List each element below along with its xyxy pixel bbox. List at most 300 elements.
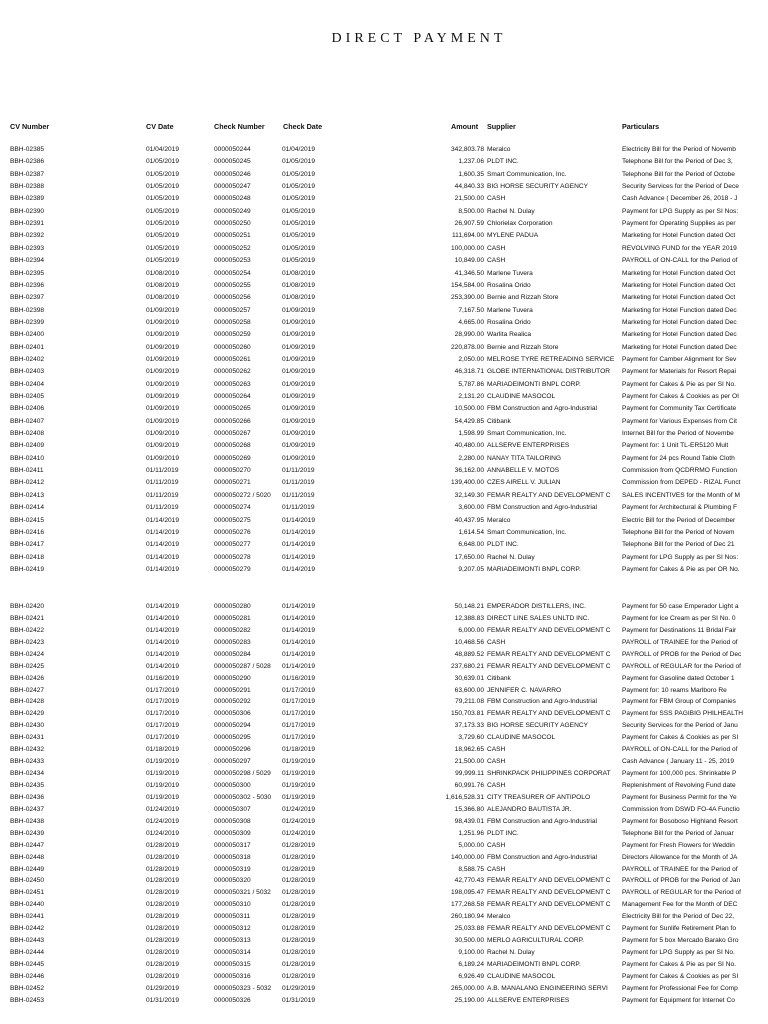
cell-particulars: Replenishment of Revolving Fund date (622, 782, 736, 789)
cell-check-number: 0000050307 (214, 805, 251, 813)
table-row (0, 220, 768, 232)
cell-check-number: 0000050261 (214, 355, 251, 363)
cell-check-date: 01/17/2019 (282, 710, 316, 718)
cell-supplier: PLDT INC. (487, 829, 519, 837)
cell-cv-number: BBH-02410 (10, 454, 45, 462)
table-row (0, 997, 768, 1009)
cell-supplier: BIG HORSE SECURITY AGENCY (487, 183, 589, 191)
cell-check-number: 0000050297 (214, 758, 251, 766)
table-row (0, 794, 768, 806)
cell-amount: 3,729.60 (458, 734, 484, 742)
cell-cv-number: BBH-02418 (10, 553, 45, 561)
cell-supplier: MERLO AGRICULTURAL CORP. (487, 937, 584, 944)
cell-particulars: Payment for Professional Fee for Comp (622, 984, 738, 992)
cell-amount: 6,648.00 (458, 541, 484, 549)
cell-amount: 79,211.08 (455, 698, 484, 706)
cell-amount: 1,616,528.31 (445, 793, 484, 801)
cell-check-date: 01/05/2019 (282, 257, 316, 265)
table-row (0, 758, 768, 770)
table-row (0, 282, 768, 294)
cell-particulars: Telephone Bill for the Period of Octobe (622, 170, 735, 178)
cell-check-number: 0000050276 (214, 528, 251, 536)
cell-cv-number: BBH-02404 (10, 380, 45, 388)
cell-supplier: Bernie and Rizzah Store (487, 343, 559, 351)
cell-check-number: 0000050271 (214, 479, 251, 487)
cell-amount: 253,390.00 (450, 294, 484, 302)
cell-supplier: FBM Construction and Agro-Industrial (487, 405, 597, 413)
cell-amount: 260,180.94 (450, 913, 484, 921)
table-row (0, 146, 768, 158)
cell-cv-number: BBH-02444 (10, 949, 45, 956)
cell-cv-number: BBH-02408 (10, 430, 45, 438)
table-row (0, 663, 768, 675)
cell-cv-date: 01/05/2019 (146, 220, 180, 228)
cell-check-date: 01/19/2019 (282, 758, 316, 766)
cell-amount: 1,614.54 (458, 528, 484, 536)
cell-check-number: 0000050247 (214, 183, 251, 191)
cell-amount: 1,237.06 (458, 158, 484, 166)
cell-cv-number: BBH-02407 (10, 417, 45, 425)
cell-amount: 1,600.35 (458, 170, 484, 178)
cell-cv-number: BBH-02395 (10, 269, 45, 277)
cell-check-date: 01/09/2019 (282, 442, 316, 450)
cell-check-number: 0000050252 (214, 244, 251, 252)
cell-cv-date: 01/17/2019 (146, 734, 180, 742)
table-row (0, 675, 768, 687)
cell-particulars: Payment for LPG Supply as per SI Nos: (622, 553, 739, 561)
cell-check-date: 01/14/2019 (282, 603, 316, 610)
cell-cv-number: BBH-02437 (10, 805, 45, 813)
cell-check-date: 01/28/2019 (282, 841, 316, 849)
cell-particulars: Payment for SSS PAGIBIG PHILHEALTH (622, 710, 744, 718)
cell-amount: 342,803.78 (450, 146, 484, 153)
header-supplier: Supplier (487, 122, 516, 131)
cell-cv-date: 01/14/2019 (146, 638, 180, 646)
cell-cv-date: 01/19/2019 (146, 758, 180, 766)
cell-cv-date: 01/09/2019 (146, 368, 180, 376)
cell-cv-date: 01/28/2019 (146, 937, 180, 944)
cell-check-date: 01/11/2019 (282, 491, 315, 499)
table-row (0, 232, 768, 244)
cell-check-number: 0000050254 (214, 269, 251, 277)
cell-amount: 9,207.05 (458, 565, 484, 573)
cell-cv-number: BBH-02424 (10, 650, 45, 658)
cell-check-date: 01/09/2019 (282, 343, 316, 351)
cell-particulars: Management Fee for the Month of DEC (622, 901, 738, 909)
cell-supplier: Citibank (487, 417, 511, 425)
table-row (0, 307, 768, 319)
cell-amount: 198,095.47 (450, 889, 484, 897)
cell-supplier: CASH (487, 195, 506, 203)
cell-supplier: CASH (487, 782, 506, 789)
cell-check-number: 0000050318 (214, 853, 251, 861)
cell-check-date: 01/17/2019 (282, 698, 316, 706)
cell-particulars: Payment for Cakes & Cookies as per OI (622, 393, 739, 400)
cell-cv-number: BBH-02412 (10, 479, 45, 487)
cell-cv-number: BBH-02401 (10, 343, 45, 351)
cell-amount: 9,100.00 (458, 949, 484, 956)
cell-cv-date: 01/16/2019 (146, 674, 180, 682)
cell-particulars: Marketing for Hotel Function dated Oct (622, 269, 736, 277)
cell-supplier: Meralco (487, 146, 511, 153)
cell-check-number: 0000050249 (214, 207, 251, 215)
cell-supplier: Rachel N. Dulay (487, 207, 535, 215)
cell-particulars: Electricity Bill for the Period of Novemb (622, 146, 736, 153)
cell-check-date: 01/28/2019 (282, 889, 316, 897)
cell-check-number: 0000050302 - 5030 (214, 793, 272, 801)
cell-check-number: 0000050262 (214, 368, 251, 376)
cell-cv-number: BBH-02386 (10, 158, 45, 166)
cell-supplier: BIG HORSE SECURITY AGENCY (487, 722, 589, 730)
cell-amount: 25,033.88 (454, 925, 484, 933)
cell-amount: 10,849.00 (454, 257, 484, 265)
cell-cv-date: 01/09/2019 (146, 306, 180, 314)
cell-cv-number: BBH-02430 (10, 722, 45, 730)
cell-cv-number: BBH-02403 (10, 368, 45, 376)
cell-check-number: 0000050315 (214, 960, 251, 968)
cell-cv-date: 01/24/2019 (146, 805, 180, 813)
cell-check-number: 0000050253 (214, 257, 251, 265)
cell-amount: 8,588.75 (458, 865, 484, 873)
cell-cv-date: 01/14/2019 (146, 626, 180, 634)
cell-amount: 177,268.58 (450, 901, 484, 909)
cell-cv-date: 01/05/2019 (146, 195, 180, 203)
cell-particulars: Marketing for Hotel Function dated Oct (622, 232, 736, 240)
cell-check-date: 01/19/2019 (282, 770, 316, 777)
cell-amount: 42,770.43 (454, 877, 484, 885)
cell-cv-date: 01/28/2019 (146, 901, 180, 909)
cell-cv-date: 01/14/2019 (146, 553, 180, 561)
cell-particulars: PAYROLL of TRAINEE for the Period of (622, 638, 738, 646)
cell-amount: 48,889.52 (454, 650, 484, 658)
cell-particulars: Payment for Operating Supplies as per (622, 220, 736, 228)
cell-check-number: 0000050294 (214, 722, 251, 730)
cell-cv-date: 01/18/2019 (146, 746, 180, 754)
cell-check-number: 0000050256 (214, 294, 251, 302)
cell-check-number: 0000050317 (214, 841, 251, 849)
cell-cv-date: 01/28/2019 (146, 960, 180, 968)
cell-supplier: Smart Communication, Inc. (487, 528, 567, 536)
cell-particulars: Marketing for Hotel Function dated Oct (622, 294, 736, 302)
cell-cv-date: 01/14/2019 (146, 528, 180, 536)
cell-cv-number: BBH-02434 (10, 770, 45, 777)
cell-check-number: 0000050306 (214, 710, 251, 718)
cell-check-number: 0000050326 (214, 996, 251, 1004)
table-row (0, 393, 768, 405)
cell-cv-date: 01/04/2019 (146, 146, 180, 153)
cell-check-date: 01/31/2019 (282, 996, 316, 1004)
cell-amount: 6,000.00 (458, 626, 484, 634)
cell-supplier: CLAUDINE MASOCOL (487, 734, 556, 742)
cell-particulars: Marketing for Hotel Function dated Dec (622, 318, 737, 326)
cell-cv-number: BBH-02388 (10, 183, 45, 191)
cell-cv-date: 01/28/2019 (146, 889, 180, 897)
cell-check-date: 01/24/2019 (282, 805, 316, 813)
cell-check-date: 01/05/2019 (282, 207, 316, 215)
cell-check-number: 0000050260 (214, 343, 251, 351)
cell-amount: 26,907.59 (454, 220, 484, 228)
cell-check-date: 01/28/2019 (282, 925, 316, 933)
cell-particulars: Electric Bill for the Period of December (622, 516, 736, 524)
cell-cv-number: BBH-02421 (10, 614, 45, 622)
cell-amount: 1,598.99 (458, 430, 484, 438)
table-row (0, 710, 768, 722)
cell-check-date: 01/09/2019 (282, 405, 316, 413)
cell-cv-number: BBH-02425 (10, 662, 45, 670)
cell-check-date: 01/08/2019 (282, 269, 316, 277)
header-check-number: Check Number (214, 122, 265, 131)
cell-supplier: Bernie and Rizzah Store (487, 294, 559, 302)
cell-supplier: FEMAR REALTY AND DEVELOPMENT C (487, 710, 611, 718)
cell-check-date: 01/24/2019 (282, 817, 316, 825)
cell-supplier: FEMAR REALTY AND DEVELOPMENT C (487, 491, 611, 499)
cell-cv-date: 01/14/2019 (146, 541, 180, 549)
cell-supplier: Smart Communication, Inc. (487, 430, 567, 438)
cell-cv-number: BBH-02400 (10, 331, 45, 339)
cell-cv-date: 01/09/2019 (146, 430, 180, 438)
cell-particulars: Payment for FBM Group of Companies (622, 698, 736, 706)
cell-supplier: Marlene Tuvera (487, 269, 533, 277)
cell-supplier: CZES AIRELL V. JULIAN (487, 479, 561, 487)
cell-cv-date: 01/14/2019 (146, 614, 180, 622)
cell-amount: 50,148.21 (454, 603, 484, 610)
cell-cv-number: BBH-02411 (10, 467, 44, 475)
cell-cv-number: BBH-02433 (10, 758, 45, 766)
table-row (0, 830, 768, 842)
table-row (0, 344, 768, 356)
cell-cv-number: BBH-02406 (10, 405, 45, 413)
cell-particulars: Commission from DSWD FO-4A Functio (622, 805, 740, 813)
cell-amount: 12,388.83 (454, 614, 484, 622)
cell-check-date: 01/09/2019 (282, 454, 316, 462)
cell-particulars: Payment for Fresh Flowers for Weddin (622, 841, 735, 849)
cell-check-number: 0000050323 - 5032 (214, 984, 272, 992)
cell-cv-number: BBH-02387 (10, 170, 45, 178)
cell-supplier: CASH (487, 257, 506, 265)
cell-supplier: CITY TREASURER OF ANTIPOLO (487, 793, 591, 801)
cell-particulars: Payment for Destinations 11 Bridal Fair (622, 626, 737, 634)
cell-amount: 3,600.00 (458, 504, 484, 512)
cell-cv-date: 01/08/2019 (146, 281, 180, 289)
cell-amount: 265,000.00 (450, 984, 484, 992)
cell-check-date: 01/19/2019 (282, 793, 316, 801)
table-row (0, 842, 768, 854)
cell-amount: 30,639.01 (454, 674, 484, 682)
cell-cv-number: BBH-02422 (10, 626, 45, 634)
cell-cv-date: 01/14/2019 (146, 565, 180, 573)
cell-supplier: FEMAR REALTY AND DEVELOPMENT C (487, 877, 611, 885)
cell-particulars: Payment for 100,000 pcs. Shrinkable P (622, 770, 737, 777)
cell-cv-date: 01/09/2019 (146, 355, 180, 363)
table-row (0, 734, 768, 746)
cell-check-date: 01/11/2019 (282, 504, 315, 512)
cell-cv-date: 01/05/2019 (146, 257, 180, 265)
cell-supplier: ALLSERVE ENTERPRISES (487, 442, 570, 450)
cell-particulars: Payment for Community Tax Certificate (622, 405, 737, 413)
cell-check-date: 01/14/2019 (282, 528, 316, 536)
cell-check-date: 01/14/2019 (282, 565, 316, 573)
cell-check-date: 01/09/2019 (282, 380, 316, 388)
cell-check-number: 0000050296 (214, 746, 251, 754)
cell-check-number: 0000050312 (214, 925, 251, 933)
cell-check-number: 0000050284 (214, 650, 251, 658)
cell-check-date: 01/28/2019 (282, 901, 316, 909)
cell-particulars: Telephone Bill for the Period of Novem (622, 528, 735, 536)
cell-supplier: MELROSE TYRE RETREADING SERVICE (487, 355, 615, 363)
cell-supplier: Rosalina Orido (487, 281, 531, 289)
cell-particulars: Payment for Cakes & Pie as per OR No. (622, 565, 740, 573)
cell-cv-date: 01/28/2019 (146, 925, 180, 933)
cell-cv-number: BBH-02409 (10, 442, 45, 450)
table-row (0, 985, 768, 997)
cell-amount: 40,437.95 (454, 516, 484, 524)
cell-cv-date: 01/05/2019 (146, 158, 180, 166)
cell-cv-number: BBH-02414 (10, 504, 45, 512)
table-row (0, 949, 768, 961)
header-particulars: Particulars (622, 122, 660, 131)
cell-cv-date: 01/09/2019 (146, 442, 180, 450)
cell-check-date: 01/14/2019 (282, 516, 316, 524)
table-row (0, 504, 768, 516)
cell-supplier: FBM Construction and Agro-Industrial (487, 817, 597, 825)
cell-amount: 140,000.00 (450, 853, 484, 861)
cell-amount: 99,999.11 (455, 770, 484, 777)
cell-cv-number: BBH-02438 (10, 817, 45, 825)
table-row (0, 651, 768, 663)
cell-cv-date: 01/14/2019 (146, 603, 180, 610)
cell-supplier: FBM Construction and Agro-Industrial (487, 853, 597, 861)
cell-check-number: 0000050246 (214, 170, 251, 178)
cell-particulars: Marketing for Hotel Function dated Dec (622, 331, 737, 339)
cell-check-date: 01/28/2019 (282, 972, 316, 980)
cell-check-date: 01/17/2019 (282, 686, 316, 694)
cell-check-number: 0000050283 (214, 638, 251, 646)
cell-cv-date: 01/08/2019 (146, 269, 180, 277)
cell-check-date: 01/11/2019 (282, 467, 315, 475)
table-row (0, 746, 768, 758)
cell-supplier: FEMAR REALTY AND DEVELOPMENT C (487, 662, 611, 670)
cell-supplier: FBM Construction and Agro-Industrial (487, 698, 597, 706)
cell-cv-number: BBH-02439 (10, 829, 45, 837)
cell-amount: 40,480.00 (454, 442, 484, 450)
cell-check-number: 0000050291 (214, 686, 251, 694)
table-row (0, 877, 768, 889)
cell-check-date: 01/09/2019 (282, 430, 316, 438)
cell-particulars: Internet Bill for the Period of Novembe (622, 430, 734, 438)
cell-cv-number: BBH-02405 (10, 393, 45, 400)
cell-check-number: 0000050310 (214, 901, 251, 909)
cell-particulars: Payment for LPG Supply as per SI No. (622, 949, 735, 956)
table-row (0, 529, 768, 541)
cell-check-date: 01/24/2019 (282, 829, 316, 837)
cell-supplier: FEMAR REALTY AND DEVELOPMENT C (487, 901, 611, 909)
cell-particulars: Payment for Gasoline dated October 1 (622, 674, 735, 682)
table-row (0, 183, 768, 195)
cell-amount: 44,840.33 (454, 183, 484, 191)
table-row (0, 698, 768, 710)
cell-check-number: 0000050290 (214, 674, 251, 682)
cell-cv-date: 01/28/2019 (146, 877, 180, 885)
cell-particulars: Payment for Bosoboso Highland Resort (622, 817, 738, 825)
header-cv-date: CV Date (146, 122, 174, 131)
cell-cv-date: 01/05/2019 (146, 183, 180, 191)
cell-cv-number: BBH-02385 (10, 146, 45, 153)
cell-supplier: A.B. MANALANG ENGINEERING SERVI (487, 984, 608, 992)
cell-amount: 10,500.00 (454, 405, 484, 413)
cell-cv-date: 01/05/2019 (146, 207, 180, 215)
cell-cv-date: 01/17/2019 (146, 710, 180, 718)
cell-particulars: Commission from DEPED - RIZAL Funct (622, 479, 741, 487)
cell-amount: 17,650.00 (454, 553, 484, 561)
cell-particulars: Payment for 24 pcs Round Table Cloth (622, 454, 735, 462)
cell-check-number: 0000050279 (214, 565, 251, 573)
cell-cv-number: BBH-02426 (10, 674, 45, 682)
cell-cv-number: BBH-02394 (10, 257, 45, 265)
cell-particulars: Payment for Cakes & Cookies as per SI (622, 972, 739, 980)
cell-particulars: Payment for: 10 reams Marlboro Re (622, 686, 727, 694)
cell-check-number: 0000050292 (214, 698, 251, 706)
cell-particulars: Directors Allowance for the Month of JA (622, 853, 738, 861)
cell-supplier: CASH (487, 865, 506, 873)
cell-particulars: Payment for Ice Cream as per SI No. 0 (622, 614, 736, 622)
cell-cv-date: 01/09/2019 (146, 318, 180, 326)
cell-cv-number: BBH-02413 (10, 491, 45, 499)
cell-cv-number: BBH-02447 (10, 841, 45, 849)
cell-cv-number: BBH-02396 (10, 281, 45, 289)
table-row (0, 722, 768, 734)
cell-supplier: PLDT INC. (487, 158, 519, 166)
cell-supplier: CLAUDINE MASOCOL (487, 972, 556, 980)
cell-particulars: Commission from QCDRRMO Function (622, 467, 738, 475)
cell-supplier: FEMAR REALTY AND DEVELOPMENT C (487, 626, 611, 634)
cell-amount: 5,787.86 (458, 380, 484, 388)
cell-check-date: 01/08/2019 (282, 281, 316, 289)
table-row (0, 854, 768, 866)
cell-particulars: Payment for Various Expenses from Cit (622, 417, 737, 425)
cell-check-number: 0000050258 (214, 318, 251, 326)
table-row (0, 331, 768, 343)
cell-amount: 8,500.00 (458, 207, 484, 215)
table-row (0, 158, 768, 170)
cell-check-date: 01/09/2019 (282, 318, 316, 326)
cell-supplier: NANAY TITA TAILORING (487, 454, 562, 462)
cell-cv-date: 01/19/2019 (146, 770, 180, 777)
cell-amount: 237,680.21 (450, 662, 484, 670)
cell-cv-date: 01/14/2019 (146, 650, 180, 658)
cell-check-date: 01/28/2019 (282, 913, 316, 921)
cell-amount: 32,149.30 (454, 491, 484, 499)
cell-cv-number: BBH-02443 (10, 937, 45, 944)
cell-supplier: CASH (487, 841, 506, 849)
cell-amount: 1,251.96 (458, 829, 484, 837)
table-row (0, 687, 768, 699)
cell-check-number: 0000050300 (214, 782, 251, 789)
cell-cv-number: BBH-02415 (10, 516, 45, 524)
cell-cv-number: BBH-02436 (10, 793, 45, 801)
cell-cv-number: BBH-02451 (10, 889, 45, 897)
cell-particulars: Payment for LPG Supply as per SI Nos: (622, 207, 739, 215)
cell-supplier: FBM Construction and Agro-Industrial (487, 504, 597, 512)
cell-check-number: 0000050316 (214, 972, 251, 980)
cell-check-number: 0000050319 (214, 865, 251, 873)
cell-check-date: 01/28/2019 (282, 877, 316, 885)
table-row (0, 603, 768, 615)
cell-check-number: 0000050268 (214, 442, 251, 450)
cell-check-number: 0000050308 (214, 817, 251, 825)
cell-supplier: CASH (487, 638, 506, 646)
cell-amount: 150,703.81 (450, 710, 484, 718)
cell-check-number: 0000050321 / 5032 (214, 889, 271, 897)
